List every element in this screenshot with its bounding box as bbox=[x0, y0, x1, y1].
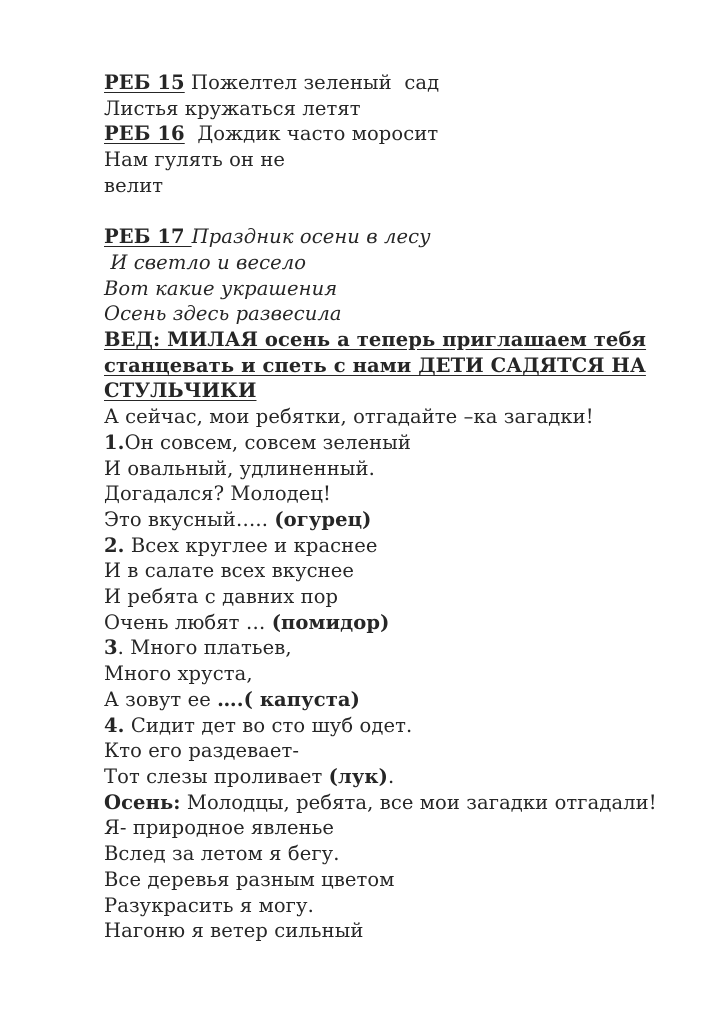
text-segment: ВЕД: МИЛАЯ осень а теперь приглашаем тебя bbox=[104, 328, 647, 352]
text-line bbox=[104, 147, 704, 173]
text-segment: РЕБ 17 bbox=[104, 225, 192, 249]
text-segment: Разукрасить я могу. bbox=[104, 893, 314, 917]
text-segment: 2. bbox=[104, 533, 125, 557]
text-segment: станцевать и спеть с нами ДЕТИ САДЯТСЯ НА bbox=[104, 353, 646, 377]
text-line bbox=[104, 276, 704, 302]
text-segment: 3 bbox=[104, 636, 118, 660]
text-line bbox=[104, 918, 704, 944]
text-line bbox=[104, 70, 704, 96]
text-segment: А сейчас, мои ребятки, отгадайте –ка загадки! bbox=[104, 405, 594, 429]
text-line bbox=[104, 173, 704, 199]
text-segment: 4. bbox=[104, 713, 125, 737]
text-segment: Вслед за летом я бегу. bbox=[104, 842, 340, 866]
text-segment: 1. bbox=[104, 430, 125, 454]
text-segment: Он совсем, совсем зеленый bbox=[124, 430, 411, 454]
text-segment: Сидит дет во сто шуб одет. bbox=[124, 713, 413, 737]
text-line bbox=[104, 867, 704, 893]
text-line bbox=[104, 764, 704, 790]
text-line bbox=[104, 301, 704, 327]
text-line bbox=[104, 430, 704, 456]
text-segment: Тот слезы проливает bbox=[104, 764, 329, 788]
text-segment: Осень здесь развесила bbox=[104, 302, 342, 326]
text-segment: (огурец) bbox=[274, 507, 372, 531]
text-segment: Праздник осени в лесу bbox=[191, 225, 431, 249]
text-segment: И овальный, удлиненный. bbox=[104, 456, 375, 480]
text-segment: Дождик часто моросит bbox=[184, 122, 439, 146]
text-line bbox=[104, 815, 704, 841]
text-line bbox=[104, 584, 704, 610]
text-segment: Догадался? Молодец! bbox=[104, 482, 331, 506]
text-segment: Осень: bbox=[104, 790, 181, 814]
text-segment: Очень любят … bbox=[104, 610, 272, 634]
text-line bbox=[104, 661, 704, 687]
text-line bbox=[104, 224, 704, 250]
text-segment: Много хруста, bbox=[104, 662, 253, 686]
text-segment: И светло и весело bbox=[104, 250, 307, 274]
text-line bbox=[104, 893, 704, 919]
text-segment: А зовут ее bbox=[104, 687, 218, 711]
text-segment: И ребята с давних пор bbox=[104, 585, 339, 609]
text-segment: (лук) bbox=[328, 764, 388, 788]
text-segment: Всех круглее и краснее bbox=[124, 533, 378, 557]
document-text bbox=[104, 70, 704, 944]
text-segment: Листья кружаться летят bbox=[104, 96, 361, 120]
text-line bbox=[104, 327, 704, 353]
text-segment: Кто его раздевает- bbox=[104, 739, 300, 763]
text-segment: РЕБ 15 bbox=[104, 71, 185, 94]
text-segment: Нагоню я ветер сильный bbox=[104, 919, 364, 943]
text-segment: (помидор) bbox=[271, 610, 390, 634]
text-line bbox=[104, 610, 704, 636]
text-line bbox=[104, 790, 704, 816]
text-line bbox=[104, 635, 704, 661]
text-segment: Нам гулять он не bbox=[104, 148, 286, 172]
text-line bbox=[104, 533, 704, 559]
text-segment: Молодцы, ребята, все мои загадки отгадали! bbox=[180, 790, 657, 814]
text-segment: Пожелтел зеленый сад bbox=[184, 71, 440, 94]
text-segment: Это вкусный….. bbox=[104, 507, 275, 531]
text-segment: велит bbox=[104, 173, 164, 197]
text-segment: Все деревья разным цветом bbox=[104, 867, 395, 891]
text-segment: И в салате всех вкуснее bbox=[104, 559, 355, 583]
text-line bbox=[104, 456, 704, 482]
text-line bbox=[104, 353, 704, 379]
text-segment: ….( капуста) bbox=[217, 687, 360, 711]
text-line bbox=[104, 199, 704, 225]
text-line bbox=[104, 713, 704, 739]
text-line bbox=[104, 481, 704, 507]
text-segment: РЕБ 16 bbox=[104, 122, 185, 146]
text-line bbox=[104, 687, 704, 713]
text-line bbox=[104, 507, 704, 533]
text-line bbox=[104, 558, 704, 584]
text-line bbox=[104, 378, 704, 404]
text-segment: . bbox=[387, 764, 395, 788]
text-segment: СТУЛЬЧИКИ bbox=[104, 379, 257, 403]
text-line bbox=[104, 404, 704, 430]
text-segment: . Много платьев, bbox=[117, 636, 292, 660]
text-segment: Я- природное явленье bbox=[104, 816, 335, 840]
text-line bbox=[104, 250, 704, 276]
text-segment: Вот какие украшения bbox=[104, 276, 338, 300]
text-line bbox=[104, 738, 704, 764]
text-line bbox=[104, 96, 704, 122]
text-line bbox=[104, 121, 704, 147]
text-line bbox=[104, 841, 704, 867]
